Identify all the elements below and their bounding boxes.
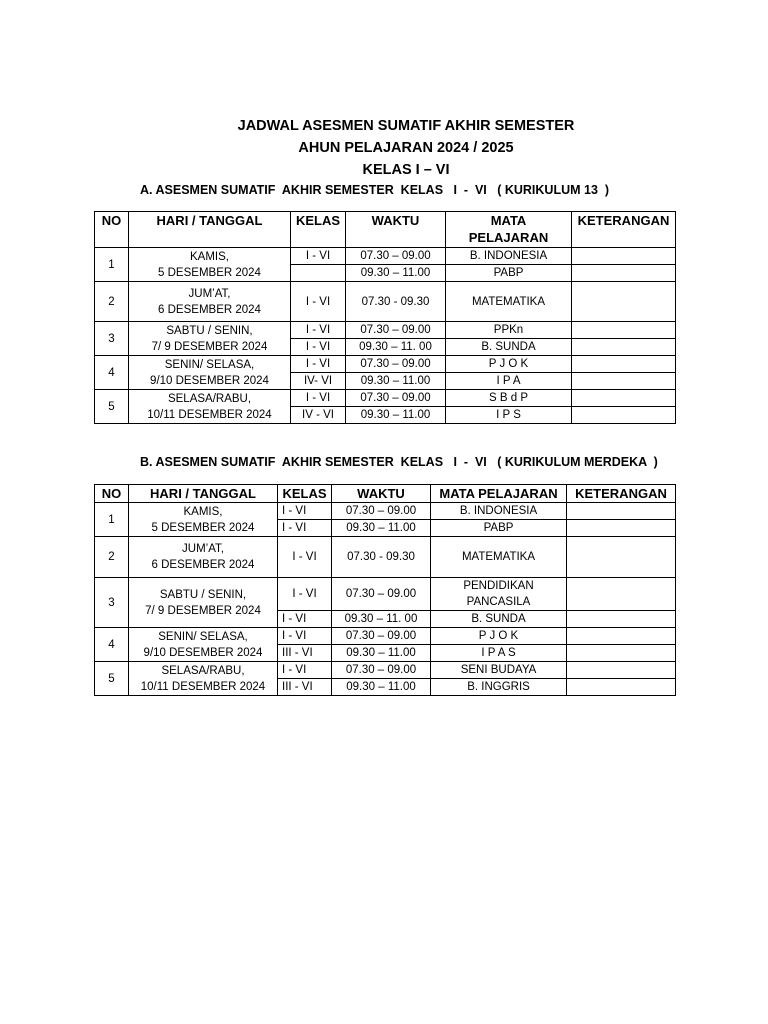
cell-keterangan [567, 520, 676, 537]
header-kelas: KELAS [278, 485, 332, 503]
cell-waktu: 07.30 – 09.00 [332, 503, 431, 520]
cell-keterangan [572, 339, 676, 356]
cell-mapel: B. SUNDA [431, 611, 567, 628]
cell-mapel: SENI BUDAYA [431, 662, 567, 679]
cell-hari-tanggal: KAMIS, 5 DESEMBER 2024 [129, 248, 291, 282]
section-a-title: A. ASESMEN SUMATIF AKHIR SEMESTER KELAS I - VI ( KURIKULUM 13 ) [140, 183, 610, 197]
cell-waktu: 09.30 – 11. 00 [332, 611, 431, 628]
cell-mapel: P J O K [446, 356, 572, 373]
cell-kelas: I - VI [278, 662, 332, 679]
table-row [95, 356, 676, 373]
cell-mapel: B. SUNDA [446, 339, 572, 356]
cell-kelas: IV - VI [291, 407, 346, 424]
header-no: NO [95, 485, 129, 503]
cell-kelas: I - VI [291, 339, 346, 356]
section-b-title: B. ASESMEN SUMATIF AKHIR SEMESTER KELAS I - VI ( KURIKULUM MERDEKA ) [140, 455, 658, 469]
cell-no: 4 [95, 356, 129, 390]
cell-mapel: B. INDONESIA [431, 503, 567, 520]
table-row [95, 390, 676, 407]
cell-mapel: PPKn [446, 322, 572, 339]
cell-kelas: I - VI [278, 520, 332, 537]
table-row [95, 662, 676, 679]
cell-no: 1 [95, 503, 129, 537]
schedule-table-merdeka [94, 484, 676, 696]
cell-hari-tanggal: JUM’AT, 6 DESEMBER 2024 [129, 282, 291, 322]
cell-keterangan [572, 373, 676, 390]
cell-hari-tanggal: SENIN/ SELASA, 9/10 DESEMBER 2024 [129, 356, 291, 390]
cell-keterangan [567, 628, 676, 645]
cell-keterangan [567, 645, 676, 662]
cell-waktu: 07.30 – 09.00 [346, 322, 446, 339]
cell-waktu: 09.30 – 11.00 [346, 407, 446, 424]
cell-kelas: I - VI [291, 322, 346, 339]
table-row [95, 248, 676, 265]
cell-hari-tanggal: SENIN/ SELASA, 9/10 DESEMBER 2024 [129, 628, 278, 662]
cell-no: 2 [95, 282, 129, 322]
header-waktu: WAKTU [332, 485, 431, 503]
cell-keterangan [572, 322, 676, 339]
cell-keterangan [567, 503, 676, 520]
cell-keterangan [572, 407, 676, 424]
cell-waktu: 09.30 – 11.00 [346, 265, 446, 282]
cell-no: 1 [95, 248, 129, 282]
header-waktu: WAKTU [346, 212, 446, 248]
schedule-table-k13 [94, 211, 676, 424]
cell-keterangan [572, 356, 676, 373]
table-row [95, 322, 676, 339]
cell-waktu: 09.30 – 11.00 [332, 645, 431, 662]
header-mata-pelajaran: MATA PELAJARAN [446, 212, 572, 248]
cell-mapel: MATEMATIKA [431, 537, 567, 578]
cell-waktu: 07.30 – 09.00 [346, 390, 446, 407]
cell-kelas: I - VI [291, 356, 346, 373]
cell-waktu: 07.30 - 09.30 [332, 537, 431, 578]
cell-no: 4 [95, 628, 129, 662]
header-no: NO [95, 212, 129, 248]
cell-kelas: I - VI [291, 248, 346, 265]
cell-waktu: 07.30 - 09.30 [346, 282, 446, 322]
class-range: KELAS I – VI [362, 162, 450, 178]
academic-year: AHUN PELAJARAN 2024 / 2025 [298, 140, 514, 156]
cell-hari-tanggal: SABTU / SENIN, 7/ 9 DESEMBER 2024 [129, 322, 291, 356]
cell-no: 2 [95, 537, 129, 578]
cell-kelas: III - VI [278, 645, 332, 662]
cell-mapel: P J O K [431, 628, 567, 645]
cell-keterangan [567, 662, 676, 679]
cell-kelas: I - VI [278, 628, 332, 645]
cell-kelas: I - VI [278, 611, 332, 628]
cell-mapel: S B d P [446, 390, 572, 407]
document-title: JADWAL ASESMEN SUMATIF AKHIR SEMESTER [237, 118, 575, 134]
cell-mapel: MATEMATIKA [446, 282, 572, 322]
cell-kelas [291, 265, 346, 282]
cell-mapel: PABP [431, 520, 567, 537]
cell-waktu: 07.30 – 09.00 [346, 248, 446, 265]
cell-keterangan [567, 679, 676, 696]
cell-kelas: I - VI [278, 503, 332, 520]
cell-waktu: 07.30 – 09.00 [332, 628, 431, 645]
cell-mapel: PABP [446, 265, 572, 282]
cell-keterangan [567, 611, 676, 628]
cell-kelas: IV- VI [291, 373, 346, 390]
cell-waktu: 09.30 – 11. 00 [346, 339, 446, 356]
cell-hari-tanggal: KAMIS, 5 DESEMBER 2024 [129, 503, 278, 537]
cell-mapel: I P S [446, 407, 572, 424]
cell-kelas: I - VI [291, 282, 346, 322]
cell-mapel: I P A S [431, 645, 567, 662]
table-row [95, 628, 676, 645]
cell-waktu: 07.30 – 09.00 [332, 578, 431, 611]
header-keterangan: KETERANGAN [567, 485, 676, 503]
cell-keterangan [572, 265, 676, 282]
cell-keterangan [572, 282, 676, 322]
cell-keterangan [567, 537, 676, 578]
cell-keterangan [572, 390, 676, 407]
cell-mapel: I P A [446, 373, 572, 390]
cell-hari-tanggal: SELASA/RABU, 10/11 DESEMBER 2024 [129, 390, 291, 424]
cell-waktu: 09.30 – 11.00 [332, 679, 431, 696]
cell-kelas: I - VI [278, 578, 332, 611]
cell-kelas: I - VI [291, 390, 346, 407]
cell-keterangan [572, 248, 676, 265]
cell-no: 5 [95, 390, 129, 424]
cell-waktu: 07.30 – 09.00 [332, 662, 431, 679]
table-header-row [95, 212, 676, 248]
cell-no: 5 [95, 662, 129, 696]
header-keterangan: KETERANGAN [572, 212, 676, 248]
cell-keterangan [567, 578, 676, 611]
cell-mapel: PENDIDIKAN PANCASILA [431, 578, 567, 611]
cell-kelas: III - VI [278, 679, 332, 696]
cell-mapel: B. INGGRIS [431, 679, 567, 696]
header-hari-tanggal: HARI / TANGGAL [129, 485, 278, 503]
table-row [95, 503, 676, 520]
cell-hari-tanggal: SABTU / SENIN, 7/ 9 DESEMBER 2024 [129, 578, 278, 628]
cell-waktu: 07.30 – 09.00 [346, 356, 446, 373]
document-title-block [0, 115, 768, 181]
cell-hari-tanggal: SELASA/RABU, 10/11 DESEMBER 2024 [129, 662, 278, 696]
table-row [95, 537, 676, 578]
table-row [95, 282, 676, 322]
cell-waktu: 09.30 – 11.00 [332, 520, 431, 537]
header-hari-tanggal: HARI / TANGGAL [129, 212, 291, 248]
cell-mapel: B. INDONESIA [446, 248, 572, 265]
header-kelas: KELAS [291, 212, 346, 248]
cell-no: 3 [95, 578, 129, 628]
header-mata-pelajaran: MATA PELAJARAN [431, 485, 567, 503]
table-row [95, 578, 676, 611]
cell-waktu: 09.30 – 11.00 [346, 373, 446, 390]
cell-no: 3 [95, 322, 129, 356]
cell-kelas: I - VI [278, 537, 332, 578]
cell-hari-tanggal: JUM’AT, 6 DESEMBER 2024 [129, 537, 278, 578]
table-header-row [95, 485, 676, 503]
